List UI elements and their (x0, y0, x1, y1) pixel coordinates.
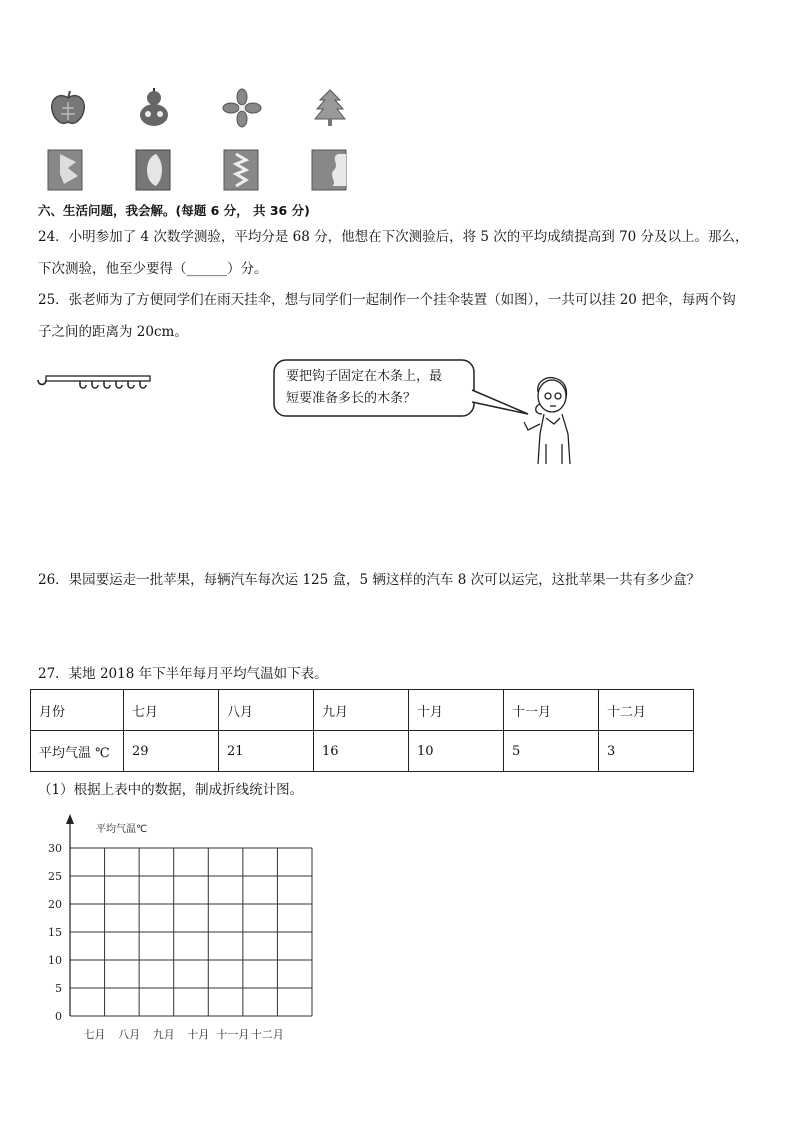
y-axis-arrow-icon (66, 814, 74, 824)
speech-bubble (272, 358, 538, 428)
teacher-figure (516, 374, 586, 466)
section-title: 六、生活问题，我会解。(每题 6 分， 共 36 分) (38, 203, 310, 218)
shape-half-moon-figure (134, 148, 172, 192)
q27-sub1: （1）根据上表中的数据，制成折线统计图。 (38, 782, 304, 798)
q24-line1: 24．小明参加了 4 次数学测验，平均分是 68 分，他想在下次测验后，将 5 次的平均成绩提高到 70 分及以上。那么， (38, 229, 749, 245)
x-tick-label: 七月 (83, 1028, 106, 1041)
q25-line2: 子之间的距离为 20cm。 (38, 324, 188, 340)
table-cell: 3 (599, 731, 694, 772)
q24-line2: 下次测验，他至少要得（______）分。 (38, 261, 268, 277)
y-tick-label: 10 (48, 954, 62, 967)
q26-text: 26．果园要运走一批苹果，每辆汽车每次运 125 盒，5 辆这样的汽车 8 次可以运完，这批苹果一共有多少盒？ (38, 572, 701, 588)
shape-half-zigzag-figure (222, 148, 260, 192)
table-header-temp: 平均气温 ℃ (31, 731, 124, 772)
y-tick-label: 20 (48, 898, 62, 911)
shape-apple-figure (48, 88, 88, 128)
table-cell: 5 (504, 731, 599, 772)
q27-intro: 27．某地 2018 年下半年每月平均气温如下表。 (38, 666, 328, 682)
table-cell: 29 (124, 731, 219, 772)
table-cell: 十二月 (599, 690, 694, 731)
table-cell: 九月 (314, 690, 409, 731)
temperature-table (30, 689, 694, 772)
x-tick-label: 十二月 (250, 1028, 284, 1041)
table-header-month: 月份 (31, 690, 124, 731)
x-tick-label: 十一月 (216, 1028, 250, 1041)
table-cell: 八月 (219, 690, 314, 731)
table-cell: 21 (219, 731, 314, 772)
y-tick-label: 5 (55, 982, 62, 995)
temperature-line-chart (30, 810, 330, 1045)
table-cell: 16 (314, 731, 409, 772)
y-tick-label: 15 (48, 926, 62, 939)
x-tick-label: 十月 (187, 1028, 210, 1041)
y-tick-label: 25 (48, 870, 62, 883)
speech-line2: 短要准备多长的木条？ (286, 391, 417, 406)
y-tick-label: 30 (48, 842, 62, 855)
shape-half-leaf-figure (46, 148, 84, 192)
table-cell: 10 (409, 731, 504, 772)
umbrella-hook-rack-figure (36, 368, 156, 392)
shape-half-wave-figure (310, 148, 348, 192)
table-cell: 十一月 (504, 690, 599, 731)
shape-flower-figure (222, 88, 262, 128)
table-cell: 七月 (124, 690, 219, 731)
y-axis-label: 平均气温℃ (96, 824, 148, 835)
x-tick-label: 九月 (152, 1028, 175, 1041)
shape-gourd-figure (136, 86, 172, 128)
table-row (31, 731, 694, 772)
q25-line1: 25．张老师为了方便同学们在雨天挂伞，想与同学们一起制作一个挂伞装置（如图），一共可以挂 20 把伞，每两个钩 (38, 292, 736, 308)
table-cell: 十月 (409, 690, 504, 731)
x-tick-label: 八月 (118, 1028, 141, 1041)
table-row (31, 690, 694, 731)
y-tick-label: 0 (55, 1010, 62, 1023)
speech-line1: 要把钩子固定在木条上，最 (286, 369, 443, 384)
shape-tree-figure (312, 88, 348, 128)
